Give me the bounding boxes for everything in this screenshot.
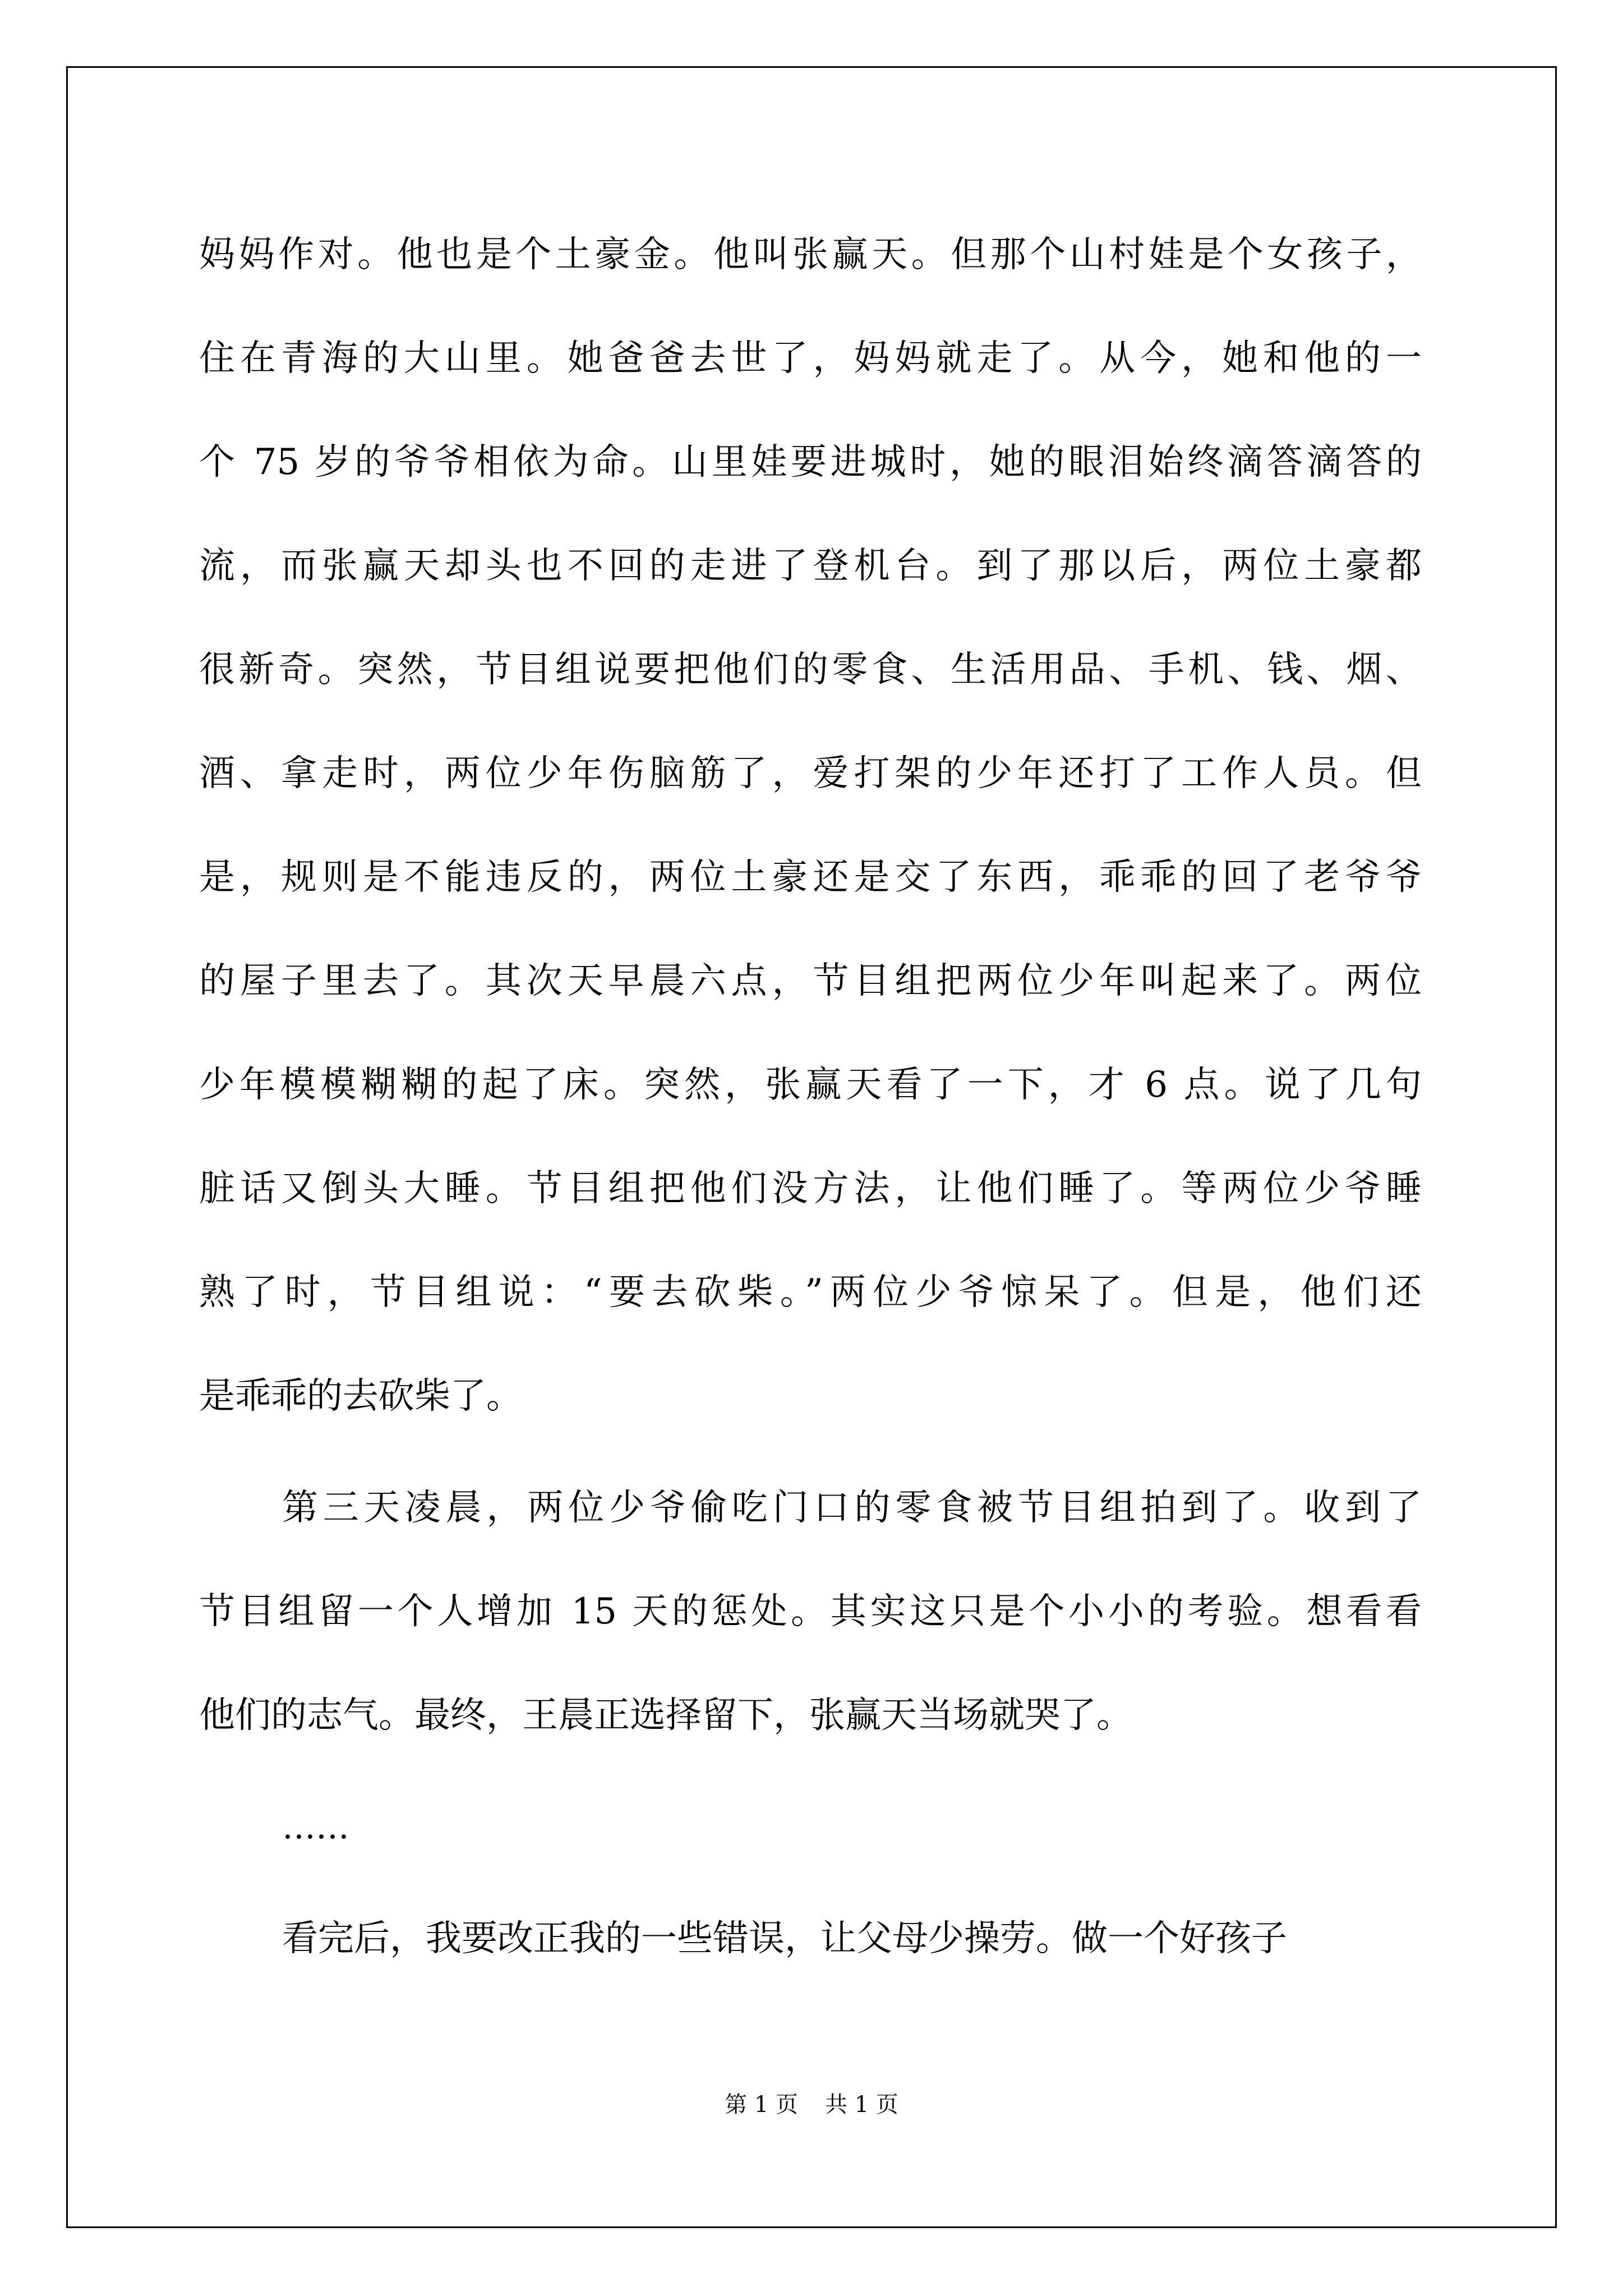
page-footer	[0, 2087, 1623, 2119]
text-line: 酒、拿走时，两位少年伤脑筋了，爱打架的少年还打了工作人员。但	[199, 753, 1422, 794]
closing-line: 看完后，我要改正我的一些错误，让父母少操劳。做一个好孩子	[282, 1918, 1287, 1959]
text-line: 少年模模糊糊的起了床。突然，张赢天看了一下，才 6 点。说了几句	[199, 1064, 1422, 1106]
text-line: 个 75 岁的爷爷相依为命。山里娃要进城时，她的眼泪始终滴答滴答的	[199, 441, 1422, 483]
text-line: 脏话又倒头大睡。节目组把他们没方法，让他们睡了。等两位少爷睡	[199, 1168, 1422, 1209]
text-line: 流，而张赢天却头也不回的走进了登机台。到了那以后，两位土豪都	[199, 545, 1422, 587]
text-line: 第三天凌晨，两位少爷偷吃门口的零食被节目组拍到了。收到了	[282, 1487, 1422, 1529]
text-line: 是，规则是不能违反的，两位土豪还是交了东西，乖乖的回了老爷爷	[199, 857, 1422, 898]
text-line: 住在青海的大山里。她爸爸去世了，妈妈就走了。从今，她和他的一	[199, 338, 1422, 379]
text-line: 很新奇。突然，节目组说要把他们的零食、生活用品、手机、钱、烟、	[199, 649, 1422, 691]
paragraph-1	[199, 203, 1422, 1448]
page-total: 共 1 页	[825, 2092, 898, 2118]
text-line: 的屋子里去了。其次天早晨六点，节目组把两位少年叫起来了。两位	[199, 960, 1422, 1002]
text-line: 他们的志气。最终，王晨正选择留下，张赢天当场就哭了。	[199, 1695, 1132, 1736]
text-line: 是乖乖的去砍柴了。	[199, 1375, 522, 1417]
document-body	[199, 203, 1422, 1991]
paragraph-2	[199, 1456, 1422, 1768]
text-line: 熟了时，节目组说：“要去砍柴。”两位少爷惊呆了。但是，他们还	[199, 1272, 1422, 1313]
page-number: 第 1 页	[725, 2092, 798, 2118]
ellipsis: ……	[282, 1807, 349, 1847]
text-line: 妈妈作对。他也是个土豪金。他叫张赢天。但那个山村娃是个女孩子，	[199, 234, 1422, 275]
text-line: 节目组留一个人增加 15 天的惩处。其实这只是个小小的考验。想看看	[199, 1591, 1422, 1632]
